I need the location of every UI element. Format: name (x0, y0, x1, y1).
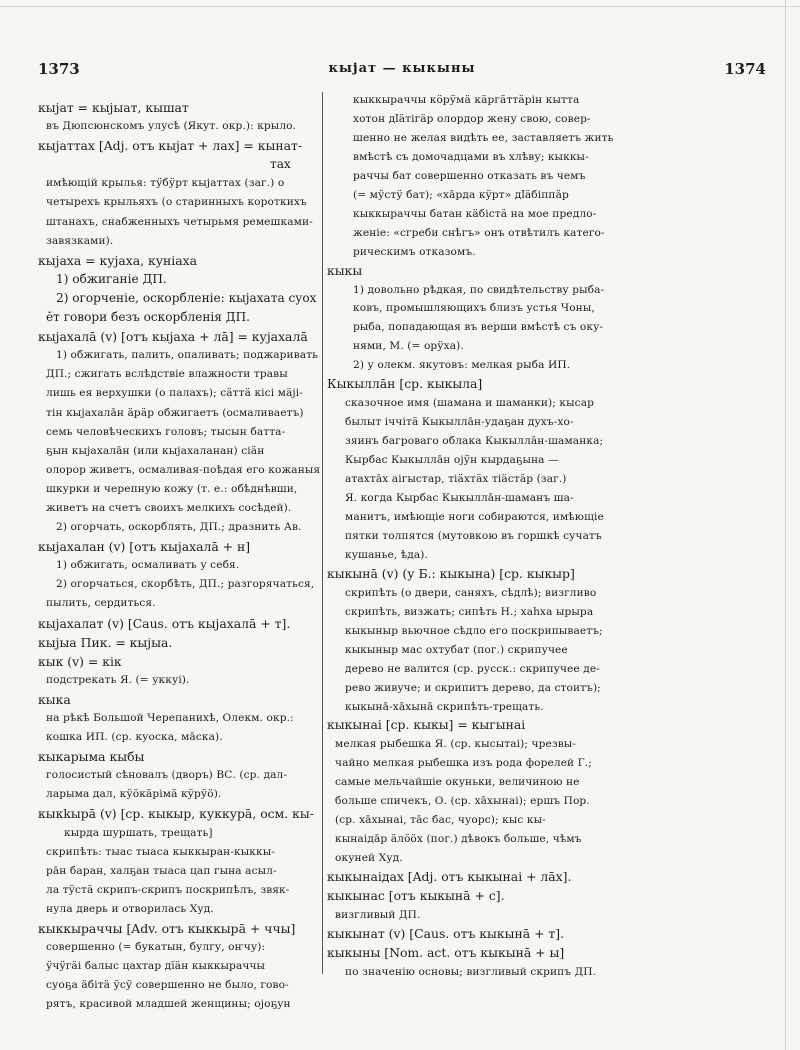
dictionary-line: тах (270, 157, 291, 172)
dictionary-line: зяинъ багроваго облака Кыкыллāн-шаманка; (345, 435, 604, 448)
dictionary-line: нула дверь и отворилась Худ. (46, 902, 214, 915)
dictionary-line: шкурки и черепную кожу (т. е.: обѣднѣвши, (46, 482, 298, 495)
dictionary-line: скрипѣть: тыас тыаса кыккыран-кыккы- (46, 845, 275, 858)
dictionary-line: суоҕа ӓбітӓ ӱсӱ совершенно не было, гово- (46, 979, 289, 992)
dictionary-line: кынаідāр ӓлӧӧх (пог.) дѣвокъ больше, чѣмъ (335, 833, 582, 846)
dictionary-line: Кыкыллāн [ср. кыкыла] (327, 376, 483, 392)
dictionary-line: кыкарыма кыбы (38, 749, 145, 765)
dictionary-line: кыкыныр вьючное сѣдло его поскрипываетъ; (345, 624, 603, 637)
dictionary-line: самые мельчайшіе окуньки, величиною не (335, 776, 580, 789)
dictionary-line: скрипѣть, визжать; сипѣть Н.; хаһха ырыра (345, 605, 594, 618)
dictionary-line: больше спичекъ, О. (ср. хāхынаі); ершъ Пор. (335, 795, 590, 808)
dictionary-line: завязками). (46, 234, 114, 247)
dictionary-line: кыкыны [Nom. act. отъ кыкынā + ы] (327, 944, 565, 960)
dictionary-line: 1) обжиганіе ДП. (56, 271, 167, 286)
dictionary-line: визгливый ДП. (335, 908, 421, 921)
page-binding-edge (785, 0, 786, 1050)
dictionary-line: кыка (38, 691, 71, 707)
dictionary-line: (ср. хāхынаі, тāс бас, чуорс); кыс кы- (335, 814, 546, 827)
dictionary-line: въ Дюпсюнскомъ улусѣ (Якут. окр.): крыло. (46, 120, 297, 133)
dictionary-line: рическимъ отказомъ. (353, 245, 476, 258)
running-title: кыјат — кыкыны (328, 61, 476, 76)
dictionary-line: кыјаха = кујаха, куніаха (38, 252, 198, 268)
dictionary-line: кыјыа Пик. = кыјыа. (38, 634, 173, 650)
dictionary-line: подстрекать Я. (= уккуі). (46, 673, 190, 686)
dictionary-line: рыба, попадающая въ верши вмѣстѣ съ оку- (353, 321, 604, 334)
dictionary-line: кошка ИП. (ср. куоска, мāска). (46, 731, 223, 744)
right-column (327, 91, 772, 982)
dictionary-line: 2) огорчать, оскорблять, ДП.; дразнить Ав. (56, 521, 302, 534)
dictionary-line: кыјахалā (v) [отъ кыјаха + лā] = кујахалā (38, 329, 308, 345)
dictionary-line: штанахъ, снабженныхъ четырьмя ремешками- (46, 215, 313, 228)
dictionary-line: кушанье, ѣда). (345, 548, 428, 561)
dictionary-line: манитъ, имѣющіе ноги собираются, имѣющіе (345, 510, 604, 523)
dictionary-line: тін кыјахалāн ӓрӓр обжигаетъ (осмаливаетъ) (46, 406, 304, 419)
dictionary-line: ӱчӱгӓі балыс цахтар дїӓн кыккыраччы (46, 960, 266, 973)
dictionary-line: кыјахалан (v) [отъ кыјахалā + н] (38, 539, 251, 555)
dictionary-line: 1) довольно рѣдкая, по свидѣтельству рыба- (353, 283, 605, 296)
dictionary-line: шенно не желая видѣть ее, заставляетъ жить (353, 131, 614, 144)
dictionary-line: вмѣстѣ съ домочадцами въ хлѣву; кыккы- (353, 150, 589, 163)
dictionary-line: на рѣкѣ Большой Черепанихѣ, Олекм. окр.: (46, 712, 294, 724)
dictionary-line: кыкkырā (v) [ср. кыкыр, куккурā, осм. кы- (38, 806, 314, 822)
dictionary-line: живетъ на счетъ своихъ мелкихъ сосѣдей). (46, 501, 292, 514)
page-header (38, 60, 766, 82)
dictionary-line: 1) обжигать, осмаливать у себя. (56, 559, 240, 572)
dictionary-line: раччы бат совершенно отказать въ чемъ (353, 169, 586, 182)
dictionary-line: пятки толпятся (мутовкою въ горшкѣ сучатъ (345, 529, 602, 542)
dictionary-line: лишь ея верхушки (о палахъ); сӓттӓ кісі мӓјі- (46, 387, 303, 400)
dictionary-line: по значенію основы; визгливый скрипъ ДП. (345, 965, 597, 978)
dictionary-line: кырда шуршать, трещать] (64, 826, 213, 839)
dictionary-line: окуней Худ. (335, 852, 403, 865)
dictionary-line: кыкынас [отъ кыкынā + с]. (327, 888, 505, 904)
dictionary-line: хотон дӏӓтігӓр олордор жену свою, совер- (353, 112, 591, 125)
dictionary-line: пылить, сердиться. (46, 597, 156, 610)
dictionary-line: Кырбас Кыкыллāн ојӱн кырдаҕына — (345, 454, 559, 467)
dictionary-line: ла тӱстӓ скрипъ-скрипъ поскрипѣлъ, звяк- (46, 883, 290, 896)
dictionary-line: кыкынā-хāхынā скрипѣть-трещать. (345, 700, 544, 713)
dictionary-line: чайно мелкая рыбешка изъ рода форелей Г.; (335, 757, 592, 770)
dictionary-line: ларыма дал, кӱӧкӓрімӓ кӱрӱӧ). (46, 788, 222, 801)
column-divider (322, 92, 323, 974)
dictionary-line: кыјахалат (v) [Caus. отъ кыјахалā + т]. (38, 615, 291, 631)
dictionary-line: ӗт говори безъ оскорбленія ДП. (46, 310, 250, 325)
dictionary-line: голосистый сѣновалъ (дворъ) ВС. (ср. дал- (46, 769, 288, 782)
dictionary-line: сказочное имя (шамана и шаманки); кыcар (345, 397, 594, 410)
dictionary-line: кыккыраччы кӧрӱмӓ кӓргӓттӓрін кытта (353, 94, 580, 106)
page-number-right: 1374 (724, 60, 766, 78)
dictionary-line: кыкыныр мас охтубат (пог.) скрипучее (345, 643, 568, 656)
dictionary-line: рятъ, красивой младшей женщины; ојоҕун (46, 998, 291, 1011)
dictionary-line: кыккыраччы батан кӓбістӓ на мое предло- (353, 207, 597, 220)
dictionary-line: рево живуче; и скрипитъ дерево, да стоитъ); (345, 681, 601, 694)
dictionary-line: кыкынаідах [Adj. отъ кыкынаі + лāх]. (327, 869, 572, 885)
dictionary-line: ДП.; сжигать вслѣдствіе влажности травы (46, 368, 288, 381)
dictionary-line: былыт іччітӓ Кыкыллāн-удаҕан духъ-хо- (345, 416, 574, 429)
dictionary-line: олорор живетъ, осмаливая-поѣдая его кожаныя (46, 463, 321, 476)
page-top-edge (0, 0, 800, 7)
dictionary-line: имѣющій крылья: тӱбӱрт кыјаттах (заг.) о (46, 177, 285, 190)
dictionary-line: кыкы (327, 262, 363, 278)
dictionary-line: 2) огорчаться, скорбѣть, ДП.; разгорячаться, (56, 578, 315, 591)
dictionary-line: мелкая рыбешка Я. (ср. кыcытаі); чрезвы- (335, 738, 576, 751)
dictionary-line: семь человѣческихъ головъ; тысын батта- (46, 425, 286, 438)
dictionary-line: совершенно (= букатын, булгу, оҥчу): (46, 941, 266, 954)
dictionary-line: дерево не валится (ср. русск.: скрипучее де- (345, 662, 600, 675)
dictionary-line: (= мӱстӱ бат); «хāрда кӱрт» дӏӓбіппӓр (353, 188, 569, 201)
dictionary-line: кыјат = кыјыат, кышат (38, 100, 189, 115)
dictionary-line: рāн баран, халҕан тыаса цап гына асыл- (46, 864, 277, 877)
dictionary-line: кыкынат (v) [Caus. отъ кыкынā + т]. (327, 925, 565, 941)
dictionary-line: нями, М. (= орӱха). (353, 340, 464, 353)
dictionary-line: атахтāх аігыстар, тіӓхтӓх тіӓстӓр (заг.) (345, 473, 567, 486)
dictionary-line: ковъ, промышляющихъ близъ устья Чоны, (353, 302, 595, 315)
dictionary-line: скрипѣть (о двери, саняхъ, сѣдлѣ); визгливо (345, 586, 597, 599)
dictionary-line: кык (v) = кік (38, 653, 122, 669)
dictionary-line: кыкынā (v) (у Б.: кыкына) [ср. кыкыр] (327, 565, 575, 581)
dictionary-line: 2) огорченіе, оскорбленіе: кыјахата суох (56, 290, 317, 305)
dictionary-line: ҕын кыјахалāн (или кыјахаланан) сіӓн (46, 444, 265, 457)
dictionary-line: кыкынаі [ср. кыкы] = кыгынаі (327, 717, 526, 733)
dictionary-line: женіе: «сгреби снѣгъ» онъ отвѣтилъ катего- (353, 226, 605, 239)
dictionary-line: кыккыраччы [Adv. отъ кыккырā + ччы] (38, 921, 296, 937)
dictionary-line: 2) у олекм. якутовъ: мелкая рыба ИП. (353, 359, 571, 372)
dictionary-line: кыјаттах [Adj. отъ кыјат + лах] = кынат- (38, 138, 303, 154)
dictionary-line: четырехъ крыльяхъ (о старинныхъ короткихъ (46, 196, 307, 209)
dictionary-line: 1) обжигать, палить, опаливать; поджаривать (56, 349, 319, 362)
left-column (38, 98, 322, 1015)
dictionary-line: Я. когда Кырбас Кыкыллāн-шаманъ ша- (345, 492, 574, 505)
page-number-left: 1373 (38, 60, 80, 78)
